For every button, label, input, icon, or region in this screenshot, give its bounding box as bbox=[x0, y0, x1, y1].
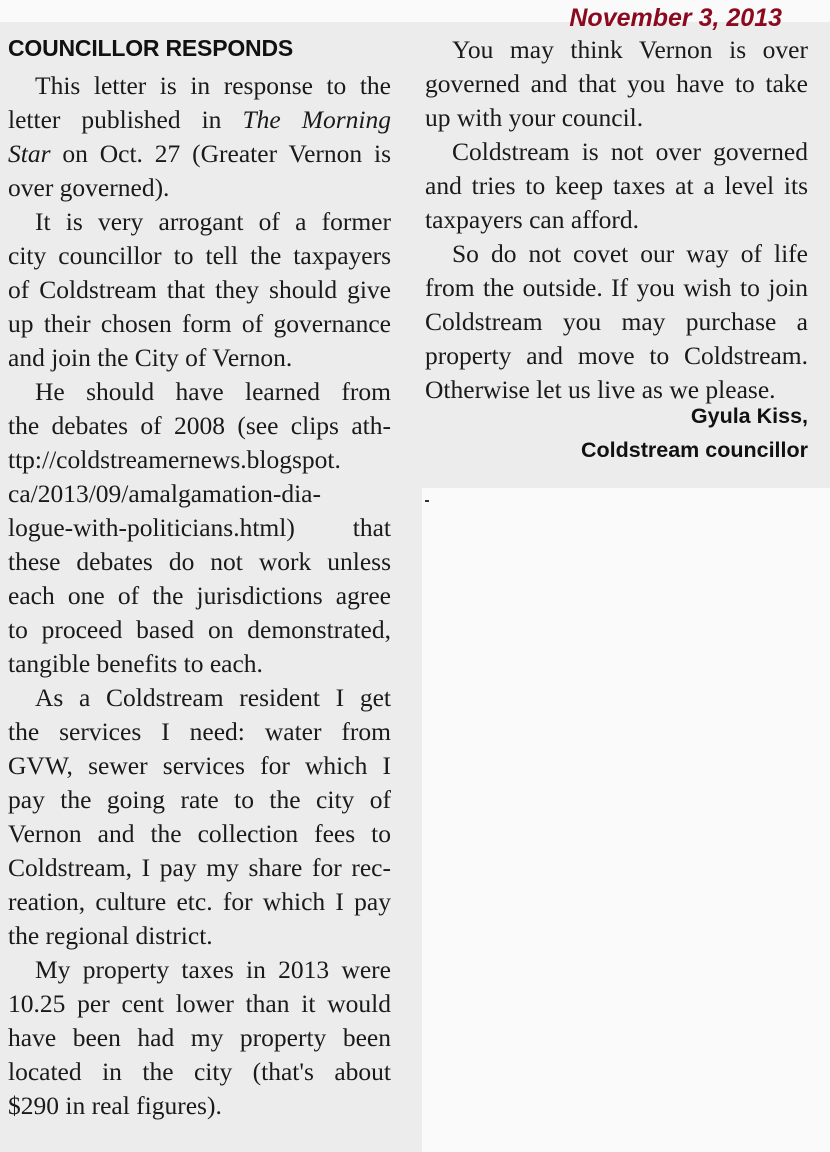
signature-title: Coldstream councillor bbox=[581, 438, 808, 462]
text-line: $290 in real figures). bbox=[8, 1091, 222, 1120]
text-line: governed and that you have to take bbox=[425, 69, 808, 98]
letter-heading: COUNCILLOR RESPONDS bbox=[8, 35, 293, 61]
text-line: reation, culture etc. for which I pay bbox=[8, 887, 391, 916]
text-line: GVW, sewer services for which I bbox=[8, 751, 391, 780]
text-line: city councillor to tell the taxpayers bbox=[8, 241, 391, 270]
text-line: 10.25 per cent lower than it would bbox=[8, 989, 391, 1018]
text-line: Star on Oct. 27 (Greater Vernon is bbox=[8, 139, 391, 168]
text-line: have been had my property been bbox=[8, 1023, 391, 1052]
text-line: It is very arrogant of a former bbox=[35, 207, 391, 236]
text-line: up their chosen form of governance bbox=[8, 309, 391, 338]
text-line: the regional district. bbox=[8, 921, 213, 950]
text-line: Coldstream, I pay my share for rec- bbox=[8, 853, 391, 882]
text-line: property and move to Coldstream. bbox=[425, 341, 808, 370]
text-line: the debates of 2008 (see clips ath- bbox=[8, 411, 391, 440]
text-line: As a Coldstream resident I get bbox=[35, 683, 391, 712]
text-line: Vernon and the collection fees to bbox=[8, 819, 391, 848]
text-line: taxpayers can afford. bbox=[425, 205, 640, 234]
text-line: logue-with-politicians.html) that bbox=[8, 513, 391, 542]
signature-name: Gyula Kiss, bbox=[690, 404, 808, 428]
text-line: tangible benefits to each. bbox=[8, 649, 263, 678]
text-line: from the outside. If you wish to join bbox=[425, 273, 808, 302]
text-line: Coldstream you may purchase a bbox=[425, 307, 808, 336]
text-line: ttp://coldstreamernews.blogspot. bbox=[8, 445, 341, 474]
stray-mark bbox=[425, 500, 429, 502]
text-line: He should have learned from bbox=[35, 377, 391, 406]
text-line: up with your council. bbox=[425, 103, 644, 132]
text-line: Otherwise let us live as we please. bbox=[425, 375, 776, 404]
text-line: pay the going rate to the city of bbox=[8, 785, 391, 814]
text-line: My property taxes in 2013 were bbox=[35, 955, 391, 984]
text-line: to proceed based on demonstrated, bbox=[8, 615, 391, 644]
text-line: and join the City of Vernon. bbox=[8, 343, 293, 372]
text-line: and tries to keep taxes at a level its bbox=[425, 171, 808, 200]
publication-date: November 3, 2013 bbox=[569, 4, 782, 32]
text-line: ca/2013/09/amalgamation-dia- bbox=[8, 479, 321, 508]
text-line: Coldstream is not over governed bbox=[452, 137, 808, 166]
text-line: each one of the jurisdictions agree bbox=[8, 581, 391, 610]
text-line: located in the city (that's about bbox=[8, 1057, 391, 1086]
text-line: of Coldstream that they should give bbox=[8, 275, 391, 304]
text-line: over governed). bbox=[8, 173, 170, 202]
text-line: So do not covet our way of life bbox=[452, 239, 808, 268]
text-line: This letter is in response to the bbox=[35, 71, 391, 100]
text-line: letter published in The Morning bbox=[8, 105, 391, 134]
text-line: the services I need: water from bbox=[8, 717, 391, 746]
text-line: You may think Vernon is over bbox=[452, 35, 808, 64]
text-line: these debates do not work unless bbox=[8, 547, 391, 576]
